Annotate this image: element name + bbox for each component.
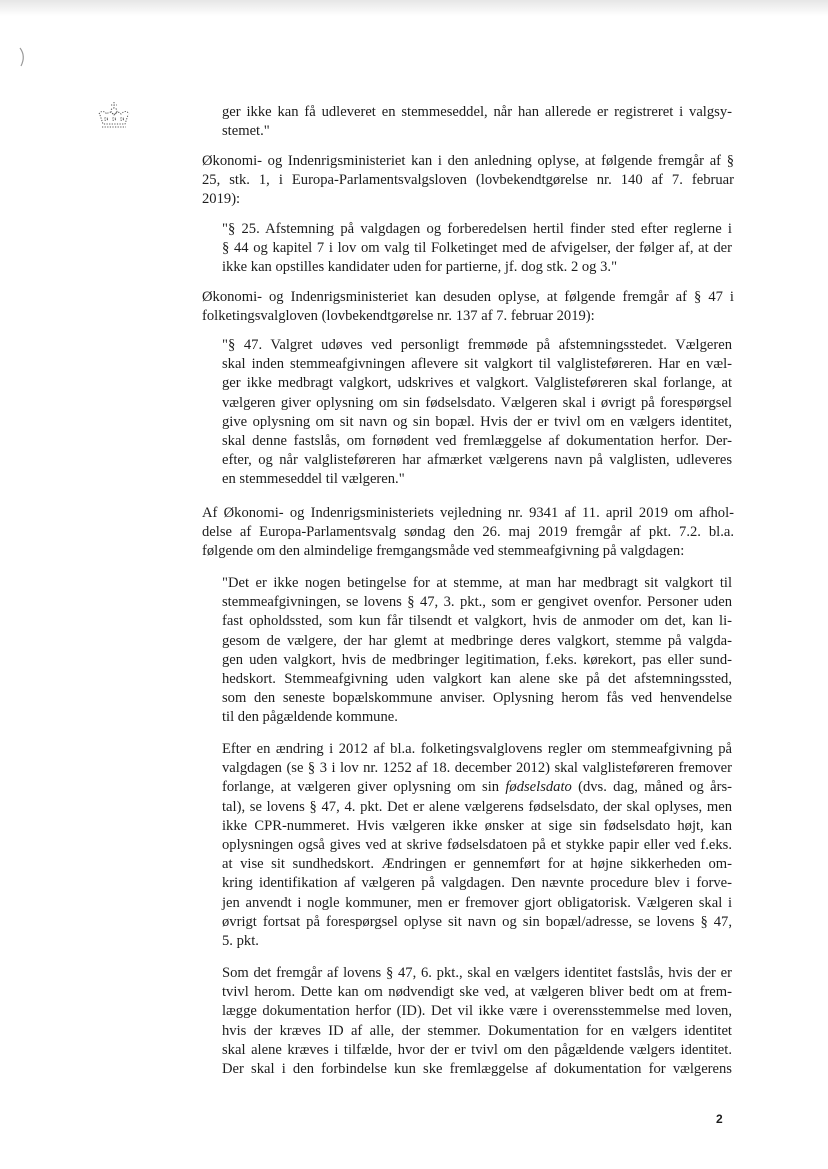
paragraph-quote-guidance-3 <box>222 964 732 1079</box>
text-line: ger ikke kan få udleveret en stemmeseddel, når han allerede er registreret i valgsy- <box>222 104 732 120</box>
paragraph-quote-section-25 <box>222 220 732 278</box>
paragraph-quote-guidance-1 <box>222 574 732 728</box>
text-line: Af Økonomi- og Indenrigsministeriets vejledning nr. 9341 af 11. april 2019 om afhol- <box>202 505 734 521</box>
text-line: Økonomi- og Indenrigsministeriet kan desuden oplyse, at følgende fremgår af § 47 i <box>202 289 734 305</box>
text-line: Efter en ændring i 2012 af bl.a. folketingsvalglovens regler om stemmeafgivning på <box>222 741 732 757</box>
text-line: at vise sit sundhedskort. Ændringen er gennemført for at højne sikkerheden om- <box>222 856 732 873</box>
emphasis-birthdate: fødselsdato <box>505 779 572 796</box>
text-line: 2019): <box>202 191 241 208</box>
text-line: vælgeren giver oplysning om sin fødselsdato. Vælgeren skal i øvrigt på forespørgsel <box>222 394 732 411</box>
text-line: følgende om den almindelige fremgangsmåde ved stemmeafgivning på valgdagen: <box>202 543 685 560</box>
text-line: "Det er ikke nogen betingelse for at stemme, at man har medbragt sit valgkort til <box>222 575 732 591</box>
text-line: en stemmeseddel til vælgeren." <box>222 471 405 488</box>
text-line: hvis der kræves ID af alle, der stemmer. Dokumentation for en vælgers identitet <box>222 1022 732 1039</box>
text-line: give oplysning om sit navn og sin bopæl. Hvis der er tvivl om en vælgers identitet, <box>222 413 732 430</box>
text-line: folketingsvalgloven (lovbekendtgørelse nr. 137 af 7. februar 2019): <box>202 308 595 325</box>
text-line: oplysningen også gives ved at skrive fødselsdatoen på et stykke papir eller ved f.eks. <box>222 837 732 854</box>
text-line: fast opholdssted, som kun får tilsendt et valgkort, hvis de anmoder om det, kan li- <box>222 613 732 630</box>
text-line: som den seneste bopælskommune anviser. Oplysning herom fås ved henvendelse <box>222 690 732 707</box>
text-line: tal), se lovens § 47, 4. pkt. Det er alene vælgerens fødselsdato, der skal oplyses, men <box>222 798 732 815</box>
paragraph-quote-guidance-2 <box>222 740 732 951</box>
text-line: skal inden stemmeafgivningen aflevere sit valgkort til valglisteføreren. Har en væl- <box>222 356 732 373</box>
text-line: stemmeafgivningen, se lovens § 47, 3. pkt., som er gengivet ovenfor. Personer uden <box>222 594 732 611</box>
text-segment: forlange, at vælgeren giver oplysning om sin <box>222 779 506 796</box>
text-line: delse af Europa-Parlamentsvalg søndag den 26. maj 2019 fremgår af pkt. 7.2. bl.a. <box>202 524 734 541</box>
text-line: § 44 og kapitel 7 i lov om valg til Folketinget med de afvigelser, der følger af, at der <box>222 240 732 257</box>
text-line: ikke CPR-nummeret. Hvis vælgeren ikke ønsker at sige sin fødselsdato højt, kan <box>222 817 732 834</box>
text-line: gen uden valgkort, hvis de medbringer legitimation, f.eks. kørekort, pas eller sund- <box>222 651 732 668</box>
text-line: "§ 25. Afstemning på valgdagen og forberedelsen hertil finder sted efter reglerne i <box>222 221 732 237</box>
paragraph-ministry-statement <box>202 152 734 210</box>
text-line: jen anvendt i nogle kommuner, men er fremover gjort obligatorisk. Vælgeren skal i <box>222 894 732 911</box>
text-line: ger ikke medbragt valgkort, udskrives et valgkort. Valglisteføreren skal forlange, at <box>222 375 732 392</box>
paragraph-quote-section-47 <box>222 336 732 490</box>
paragraph-quote-continuation <box>222 103 732 141</box>
text-line: Som det fremgår af lovens § 47, 6. pkt., skal en vælgers identitet fastslås, hvis der er <box>222 965 732 981</box>
text-line: 25, stk. 1, i Europa-Parlamentsvalgsloven (lovbekendtgørelse nr. 140 af 7. februar <box>202 172 734 189</box>
text-line: tvivl herom. Dette kan om nødvendigt ske ved, at vælgeren bliver bedt om at frem- <box>222 984 732 1001</box>
text-line: ikke kan opstilles kandidater uden for partierne, jf. dog stk. 2 og 3." <box>222 259 618 276</box>
text-line: kring identifikation af vælgeren på valgdagen. Den nævnte procedure blev i forve- <box>222 875 732 892</box>
text-line: til den pågældende kommune. <box>222 709 398 726</box>
text-segment: (dvs. dag, måned og års- <box>571 779 732 796</box>
page-number: 2 <box>716 1112 723 1126</box>
text-line: efter, og når valglisteføreren har afmærket vælgerens navn på valglisten, udleveres <box>222 452 732 469</box>
text-line: skal denne fastslås, om fornødent ved fremlæggelse af dokumentation herfor. Der- <box>222 433 732 450</box>
paragraph-ministry-statement-2 <box>202 288 734 326</box>
text-line: Økonomi- og Indenrigsministeriet kan i den anledning oplyse, at følgende fremgår af § <box>202 153 734 169</box>
paragraph-guidance-intro <box>202 504 734 562</box>
text-line: hedskort. Stemmeafgivning uden valgkort kan alene ske på det afstemningssted, <box>222 671 732 688</box>
text-line: stemet." <box>222 123 270 140</box>
text-line: lægge dokumentation herfor (ID). Det vil ikke være i overensstemmelse med loven, <box>222 1003 732 1020</box>
text-line: skal alene kræves i tilfælde, hvor der er tvivl om den pågældende vælgers identitet. <box>222 1041 732 1058</box>
text-line: Der skal i den forbindelse kun ske fremlæggelse af dokumentation for vælgerens <box>222 1061 732 1078</box>
text-line: øvrigt fortsat på forespørgsel oplyse sit navn og sin bopæl/adresse, se lovens § 47, <box>222 913 732 930</box>
text-line: gesom de vælgere, der har glemt at medbringe deres valgkort, stemme på valgda- <box>222 632 732 649</box>
text-line <box>222 778 732 797</box>
text-line: 5. pkt. <box>222 933 259 950</box>
text-line: valgdagen (se § 3 i lov nr. 1252 af 18. december 2012) skal valglisteføreren fremover <box>222 760 732 777</box>
text-line: "§ 47. Valgret udøves ved personligt fremmøde på afstemningsstedet. Vælgeren <box>222 337 732 353</box>
